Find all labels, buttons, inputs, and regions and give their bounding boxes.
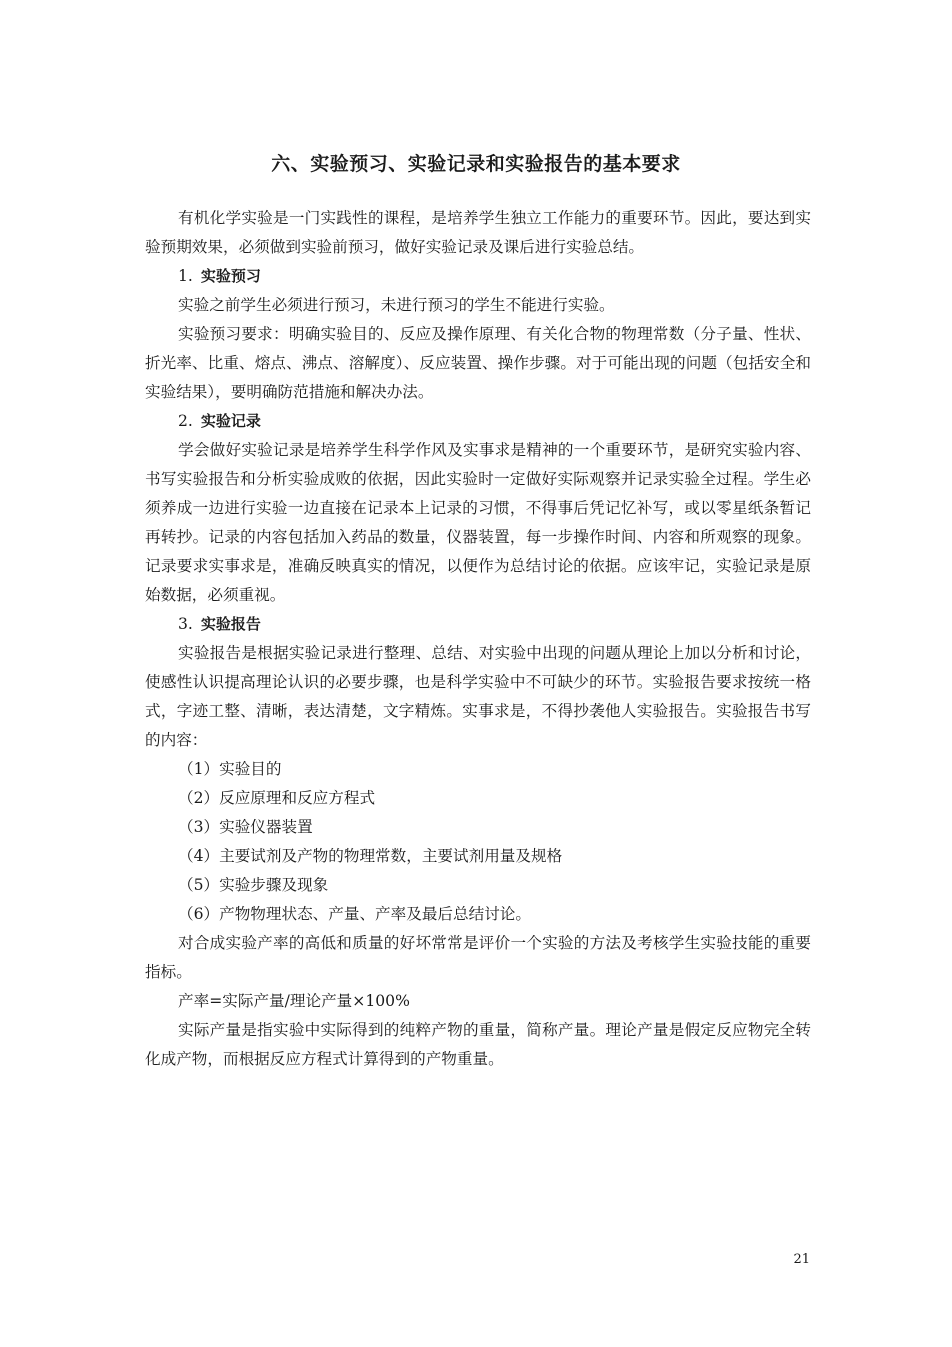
body-text bbox=[145, 204, 811, 1074]
list-item: （2）反应原理和反应方程式 bbox=[178, 789, 376, 807]
paragraph: 实验报告是根据实验记录进行整理、总结、对实验中出现的问题从理论上加以分析和讨论，使感性认识提高理论认识的必要步骤，也是科学实验中不可缺少的环节。实验报告要求按统一格式，字迹工整、清晰，表达清楚，文字精炼。实事求是，不得抄袭他人实验报告。实验报告书写的内容： bbox=[145, 644, 811, 749]
paragraph: 实验预习要求：明确实验目的、反应及操作原理、有关化合物的物理常数（分子量、性状、折光率、比重、熔点、沸点、溶解度）、反应装置、操作步骤。对于可能出现的问题（包括安全和实验结果），要明确防范措施和解决办法。 bbox=[145, 325, 811, 401]
section-heading-report bbox=[145, 610, 811, 639]
page-title: 六、实验预习、实验记录和实验报告的基本要求 bbox=[271, 153, 681, 175]
intro-paragraph: 有机化学实验是一门实践性的课程，是培养学生独立工作能力的重要环节。因此，要达到实验预期效果，必须做到实验前预习，做好实验记录及课后进行实验总结。 bbox=[145, 209, 811, 256]
section-heading-record bbox=[145, 407, 811, 436]
section-title: 实验记录 bbox=[200, 412, 261, 430]
section-number: 1. bbox=[178, 267, 193, 285]
yield-formula: 产率=实际产量/理论产量×100% bbox=[178, 992, 410, 1010]
list-item: （4）主要试剂及产物的物理常数，主要试剂用量及规格 bbox=[178, 847, 563, 865]
page-number: 21 bbox=[793, 1252, 810, 1267]
list-item: （3）实验仪器装置 bbox=[178, 818, 313, 836]
paragraph: 对合成实验产率的高低和质量的好坏常常是评价一个实验的方法及考核学生实验技能的重要指标。 bbox=[145, 934, 811, 981]
section-title: 实验预习 bbox=[200, 267, 261, 285]
section-heading-preview bbox=[145, 262, 811, 291]
section-title: 实验报告 bbox=[200, 615, 261, 633]
section-number: 2. bbox=[178, 412, 193, 430]
paragraph: 实际产量是指实验中实际得到的纯粹产物的重量，简称产量。理论产量是假定反应物完全转化成产物，而根据反应方程式计算得到的产物重量。 bbox=[145, 1021, 811, 1068]
list-item: （5）实验步骤及现象 bbox=[178, 876, 329, 894]
section-number: 3. bbox=[178, 615, 193, 633]
paragraph: 学会做好实验记录是培养学生科学作风及实事求是精神的一个重要环节，是研究实验内容、书写实验报告和分析实验成败的依据，因此实验时一定做好实际观察并记录实验全过程。学生必须养成一边进行实验一边直接在记录本上记录的习惯，不得事后凭记忆补写，或以零星纸条暂记再转抄。记录的内容包括加入药品的数量，仪器装置，每一步操作时间、内容和所观察的现象。记录要求实事求是，准确反映真实的情况，以便作为总结讨论的依据。应该牢记，实验记录是原始数据，必须重视。 bbox=[145, 441, 811, 604]
list-item: （6）产物物理状态、产量、产率及最后总结讨论。 bbox=[178, 905, 531, 923]
list-item: （1）实验目的 bbox=[178, 760, 282, 778]
paragraph: 实验之前学生必须进行预习，未进行预习的学生不能进行实验。 bbox=[178, 296, 615, 314]
